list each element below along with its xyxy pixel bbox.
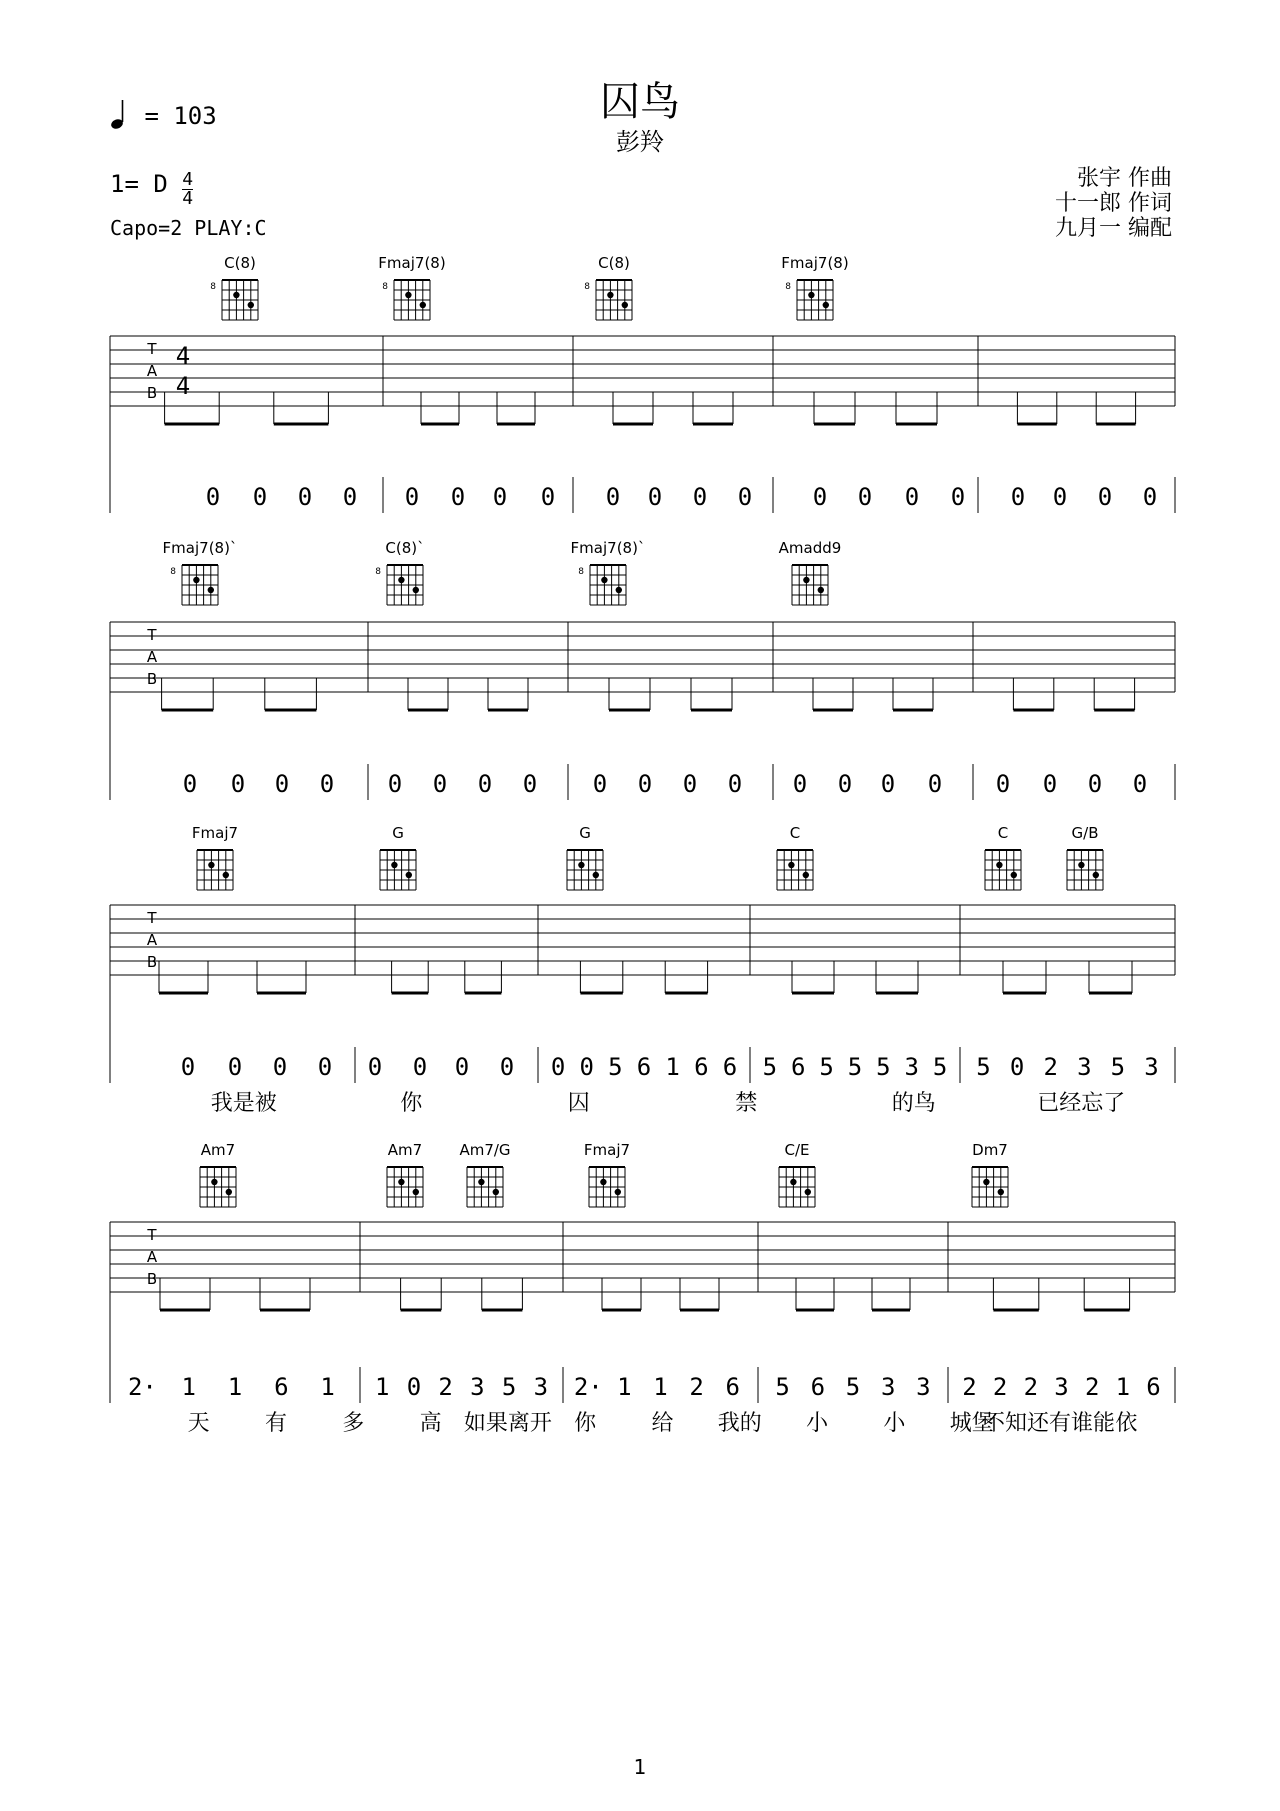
jianpu-note: 2 — [1043, 1053, 1058, 1081]
jianpu-note: 0 — [432, 770, 448, 798]
jianpu-note: 5 — [847, 1053, 863, 1081]
jianpu-note: 0 — [182, 770, 198, 798]
chord-name: G — [579, 824, 591, 842]
lyric-word: 囚 — [567, 1091, 590, 1116]
jianpu-note: 6 — [694, 1053, 709, 1081]
tab-clef-letter: B — [146, 384, 158, 402]
lyric-word: 已经忘了 — [1037, 1091, 1126, 1116]
jianpu-note: 0 — [637, 770, 653, 798]
jianpu-note: 3 — [1144, 1053, 1159, 1081]
chord-finger-dot — [413, 1189, 419, 1195]
jianpu-note: 0 — [1142, 483, 1158, 511]
chord-name: Amadd9 — [778, 539, 842, 557]
jianpu-note: 6 — [725, 1373, 740, 1401]
lyric-word: 城堡 — [949, 1411, 994, 1436]
jianpu-note: 0 — [252, 483, 268, 511]
jianpu-note: 2· — [573, 1373, 603, 1401]
chord-name: G/B — [1071, 824, 1099, 842]
chord-finger-dot — [616, 587, 622, 593]
chord-finger-dot — [607, 292, 613, 298]
jianpu-note: 0 — [387, 770, 403, 798]
jianpu-note: 0 — [274, 770, 290, 798]
chord-finger-dot — [601, 577, 607, 583]
chord-diagram — [571, 539, 646, 605]
jianpu-note: 0 — [812, 483, 828, 511]
jianpu-note: 0 — [647, 483, 663, 511]
tab-clef-letter: A — [146, 648, 158, 666]
chord-diagram — [1067, 824, 1103, 890]
tab-time-bottom: 4 — [175, 372, 191, 400]
jianpu-note: 6 — [274, 1373, 289, 1401]
chord-diagram — [459, 1141, 510, 1207]
chord-finger-dot — [226, 1189, 232, 1195]
chord-name: Dm7 — [972, 1141, 1008, 1159]
lyric-word: 不知还有谁能 — [983, 1411, 1116, 1436]
jianpu-note: 1 — [374, 1373, 390, 1401]
lyric-word: 我的 — [717, 1411, 762, 1436]
lyric-word: 小 — [883, 1411, 906, 1436]
jianpu-note: 0 — [522, 770, 538, 798]
jianpu-note: 0 — [492, 483, 508, 511]
jianpu-note: 1 — [320, 1373, 335, 1401]
chord-finger-dot — [193, 577, 199, 583]
jianpu-note: 6 — [1146, 1373, 1161, 1401]
lyric-word: 你 — [574, 1411, 597, 1436]
chord-name: Fmaj7(8)` — [162, 539, 238, 557]
chord-finger-dot — [493, 1189, 499, 1195]
chord-diagram — [567, 824, 603, 890]
jianpu-note: 0 — [1052, 483, 1068, 511]
jianpu-note: 0 — [540, 483, 556, 511]
chord-finger-dot — [413, 587, 419, 593]
chord-name: C(8) — [598, 254, 630, 272]
lyric-word: 禁 — [735, 1091, 758, 1116]
jianpu-note: 1 — [181, 1373, 196, 1401]
chord-name: C/E — [784, 1141, 810, 1159]
tab-clef-letter: T — [147, 909, 157, 927]
jianpu-note: 0 — [1087, 770, 1103, 798]
lyric-word: 给 — [651, 1411, 674, 1436]
jianpu-note: 3 — [1077, 1053, 1092, 1081]
chord-finger-dot — [983, 1179, 989, 1185]
jianpu-note: 0 — [950, 483, 966, 511]
chord-diagram — [584, 1141, 630, 1207]
tab-clef-letter: B — [146, 953, 158, 971]
jianpu-note: 0 — [1042, 770, 1058, 798]
chord-diagram — [163, 539, 238, 605]
time-sig-bottom: 4 — [182, 188, 194, 209]
chord-fret-number: 8 — [584, 282, 590, 292]
jianpu-note: 0 — [1097, 483, 1113, 511]
lyric-word: 天 — [187, 1411, 210, 1436]
chord-finger-dot — [803, 872, 809, 878]
score-system-2 — [110, 539, 1175, 800]
chord-diagram — [972, 1141, 1008, 1207]
jianpu-note: 0 — [605, 483, 621, 511]
composer-credit: 张宇 作曲 — [1077, 166, 1172, 191]
lyric-word: 的鸟 — [891, 1091, 936, 1116]
jianpu-note: 0 — [180, 1053, 196, 1081]
chord-diagram — [192, 824, 238, 890]
chord-finger-dot — [406, 872, 412, 878]
chord-finger-dot — [478, 1179, 484, 1185]
chord-name: Am7/G — [459, 1141, 511, 1159]
score-system-4 — [110, 1141, 1175, 1436]
jianpu-note: 5 — [976, 1053, 991, 1081]
score-system-1 — [110, 254, 1175, 513]
jianpu-note: 5 — [876, 1053, 891, 1081]
jianpu-note: 3 — [470, 1373, 485, 1401]
jianpu-note: 0 — [682, 770, 698, 798]
chord-name: Am7 — [200, 1141, 236, 1159]
jianpu-note: 5 — [845, 1373, 861, 1401]
chord-name: Fmaj7(8)` — [570, 539, 646, 557]
jianpu-note: 0 — [227, 1053, 243, 1081]
chord-finger-dot — [615, 1189, 621, 1195]
chord-finger-dot — [622, 302, 628, 308]
chord-finger-dot — [1093, 872, 1099, 878]
jianpu-note: 0 — [1010, 483, 1026, 511]
jianpu-note: 0 — [837, 770, 853, 798]
jianpu-note: 0 — [477, 770, 493, 798]
jianpu-note: 0 — [367, 1053, 383, 1081]
jianpu-note: 0 — [412, 1053, 428, 1081]
chord-diagram — [378, 254, 445, 320]
jianpu-note: 1 — [227, 1373, 243, 1401]
jianpu-note: 3 — [904, 1053, 919, 1081]
jianpu-note: 5 — [775, 1373, 790, 1401]
chord-fret-number: 8 — [210, 282, 216, 292]
jianpu-note: 1 — [617, 1373, 632, 1401]
lyric-word: 高 — [419, 1411, 442, 1436]
tab-clef-letter: A — [146, 1248, 158, 1266]
jianpu-note: 0 — [927, 770, 943, 798]
jianpu-note: 2 — [1084, 1373, 1100, 1401]
chord-diagram — [380, 824, 416, 890]
jianpu-note: 6 — [810, 1373, 826, 1401]
chord-finger-dot — [420, 302, 426, 308]
chord-finger-dot — [208, 587, 214, 593]
tab-clef-letter: T — [147, 626, 157, 644]
tab-time-top: 4 — [175, 342, 191, 370]
jianpu-note: 0 — [692, 483, 708, 511]
chord-finger-dot — [998, 1189, 1004, 1195]
tab-clef-letter: A — [146, 931, 158, 949]
lyricist-credit: 十一郎 作词 — [1055, 191, 1172, 216]
chord-finger-dot — [996, 862, 1002, 868]
jianpu-note: 0 — [450, 483, 466, 511]
jianpu-note: 0 — [272, 1053, 288, 1081]
chord-diagram — [200, 1141, 236, 1207]
chord-finger-dot — [391, 862, 397, 868]
jianpu-note: 5 — [932, 1053, 948, 1081]
chord-finger-dot — [223, 872, 229, 878]
chord-name: C(8) — [224, 254, 256, 272]
arranger-credit: 九月一 编配 — [1055, 216, 1172, 241]
chord-finger-dot — [405, 292, 411, 298]
chord-finger-dot — [398, 1179, 404, 1185]
lyric-word: 如果离开 — [463, 1411, 552, 1436]
jianpu-note: 0 — [317, 1053, 333, 1081]
jianpu-note: 0 — [579, 1053, 594, 1081]
jianpu-note: 2 — [438, 1373, 453, 1401]
chord-finger-dot — [808, 292, 814, 298]
tab-clef-letter: T — [147, 340, 157, 358]
chord-finger-dot — [1011, 872, 1017, 878]
jianpu-note: 6 — [636, 1053, 652, 1081]
jianpu-note: 5 — [501, 1373, 517, 1401]
jianpu-note: 0 — [297, 483, 313, 511]
chord-finger-dot — [803, 577, 809, 583]
chord-fret-number: 8 — [578, 567, 584, 577]
tab-clef-letter: B — [146, 1270, 158, 1288]
jianpu-note: 5 — [608, 1053, 623, 1081]
chord-name: C — [789, 824, 801, 842]
chord-finger-dot — [211, 1179, 217, 1185]
jianpu-note: 0 — [592, 770, 608, 798]
chord-name: Fmaj7(8) — [378, 254, 446, 272]
jianpu-note: 0 — [727, 770, 743, 798]
chord-finger-dot — [1078, 862, 1084, 868]
page-number: 1 — [633, 1755, 647, 1779]
chord-name: C(8)` — [385, 539, 425, 557]
chord-finger-dot — [593, 872, 599, 878]
chord-finger-dot — [600, 1179, 606, 1185]
jianpu-note: 3 — [880, 1373, 896, 1401]
jianpu-note: 2 — [1023, 1373, 1039, 1401]
capo-info: Capo=2 PLAY:C — [110, 216, 267, 240]
chord-fret-number: 8 — [170, 567, 176, 577]
chord-diagram — [584, 254, 632, 320]
tab-clef-letter: B — [146, 670, 158, 688]
jianpu-note: 2 — [689, 1373, 704, 1401]
jianpu-note: 0 — [737, 483, 753, 511]
lyric-word: 多 — [342, 1411, 365, 1436]
lyric-word: 依 — [1115, 1411, 1138, 1436]
chord-name: C — [997, 824, 1009, 842]
chord-diagram — [210, 254, 258, 320]
chord-diagram — [375, 539, 424, 605]
jianpu-note: 0 — [342, 483, 358, 511]
chord-name: G — [392, 824, 404, 842]
chord-name: Fmaj7 — [583, 1141, 631, 1159]
jianpu-note: 1 — [1115, 1373, 1131, 1401]
jianpu-note: 6 — [791, 1053, 806, 1081]
chord-finger-dot — [208, 862, 214, 868]
jianpu-note: 2 — [992, 1373, 1008, 1401]
chord-finger-dot — [788, 862, 794, 868]
jianpu-note: 0 — [499, 1053, 515, 1081]
jianpu-note: 0 — [404, 483, 420, 511]
chord-diagram — [779, 539, 842, 605]
chord-finger-dot — [790, 1179, 796, 1185]
song-title: 囚鸟 — [600, 79, 680, 125]
chord-diagram — [777, 824, 813, 890]
chord-diagram — [985, 824, 1021, 890]
jianpu-note: 0 — [857, 483, 873, 511]
jianpu-note: 0 — [995, 770, 1011, 798]
chord-fret-number: 8 — [382, 282, 388, 292]
chord-finger-dot — [248, 302, 254, 308]
time-sig-top: 4 — [182, 169, 194, 190]
tab-clef-letter: T — [147, 1226, 157, 1244]
jianpu-note: 0 — [1132, 770, 1148, 798]
jianpu-note: 0 — [1009, 1053, 1025, 1081]
jianpu-note: 3 — [533, 1373, 549, 1401]
jianpu-note: 1 — [665, 1053, 680, 1081]
chord-fret-number: 8 — [375, 567, 381, 577]
tab-clef-letter: A — [146, 362, 158, 380]
jianpu-note: 5 — [762, 1053, 778, 1081]
jianpu-note: 0 — [454, 1053, 470, 1081]
jianpu-note: 0 — [904, 483, 920, 511]
chord-name: Fmaj7 — [191, 824, 239, 842]
lyric-word: 我是被 — [210, 1091, 277, 1116]
jianpu-note: 2· — [127, 1373, 157, 1401]
lyric-word: 小 — [806, 1411, 829, 1436]
jianpu-note: 0 — [230, 770, 246, 798]
chord-finger-dot — [398, 577, 404, 583]
jianpu-note: 5 — [819, 1053, 834, 1081]
jianpu-note: 2 — [962, 1373, 977, 1401]
jianpu-note: 0 — [205, 483, 221, 511]
lyric-word: 你 — [400, 1091, 423, 1116]
jianpu-note: 0 — [880, 770, 896, 798]
jianpu-note: 0 — [406, 1373, 422, 1401]
chord-name: Am7 — [387, 1141, 423, 1159]
jianpu-note: 3 — [916, 1373, 931, 1401]
chord-diagram — [779, 1141, 815, 1207]
jianpu-note: 0 — [550, 1053, 566, 1081]
lyric-word: 有 — [264, 1411, 287, 1436]
chord-fret-number: 8 — [785, 282, 791, 292]
score-system-3 — [110, 824, 1175, 1116]
jianpu-note: 0 — [792, 770, 808, 798]
chord-finger-dot — [578, 862, 584, 868]
chord-finger-dot — [818, 587, 824, 593]
jianpu-note: 6 — [722, 1053, 738, 1081]
chord-diagram — [781, 254, 848, 320]
chord-finger-dot — [805, 1189, 811, 1195]
jianpu-note: 3 — [1054, 1373, 1069, 1401]
tempo-value: = 103 — [144, 102, 217, 130]
jianpu-note: 0 — [319, 770, 335, 798]
chord-diagram — [387, 1141, 423, 1207]
key-signature: 1= D $\frac{4}{4}$ — [110, 169, 194, 209]
chord-finger-dot — [823, 302, 829, 308]
jianpu-note: 5 — [1110, 1053, 1126, 1081]
chord-finger-dot — [233, 292, 239, 298]
chord-name: Fmaj7(8) — [781, 254, 849, 272]
artist-name: 彭羚 — [616, 128, 664, 156]
jianpu-note: 1 — [653, 1373, 668, 1401]
